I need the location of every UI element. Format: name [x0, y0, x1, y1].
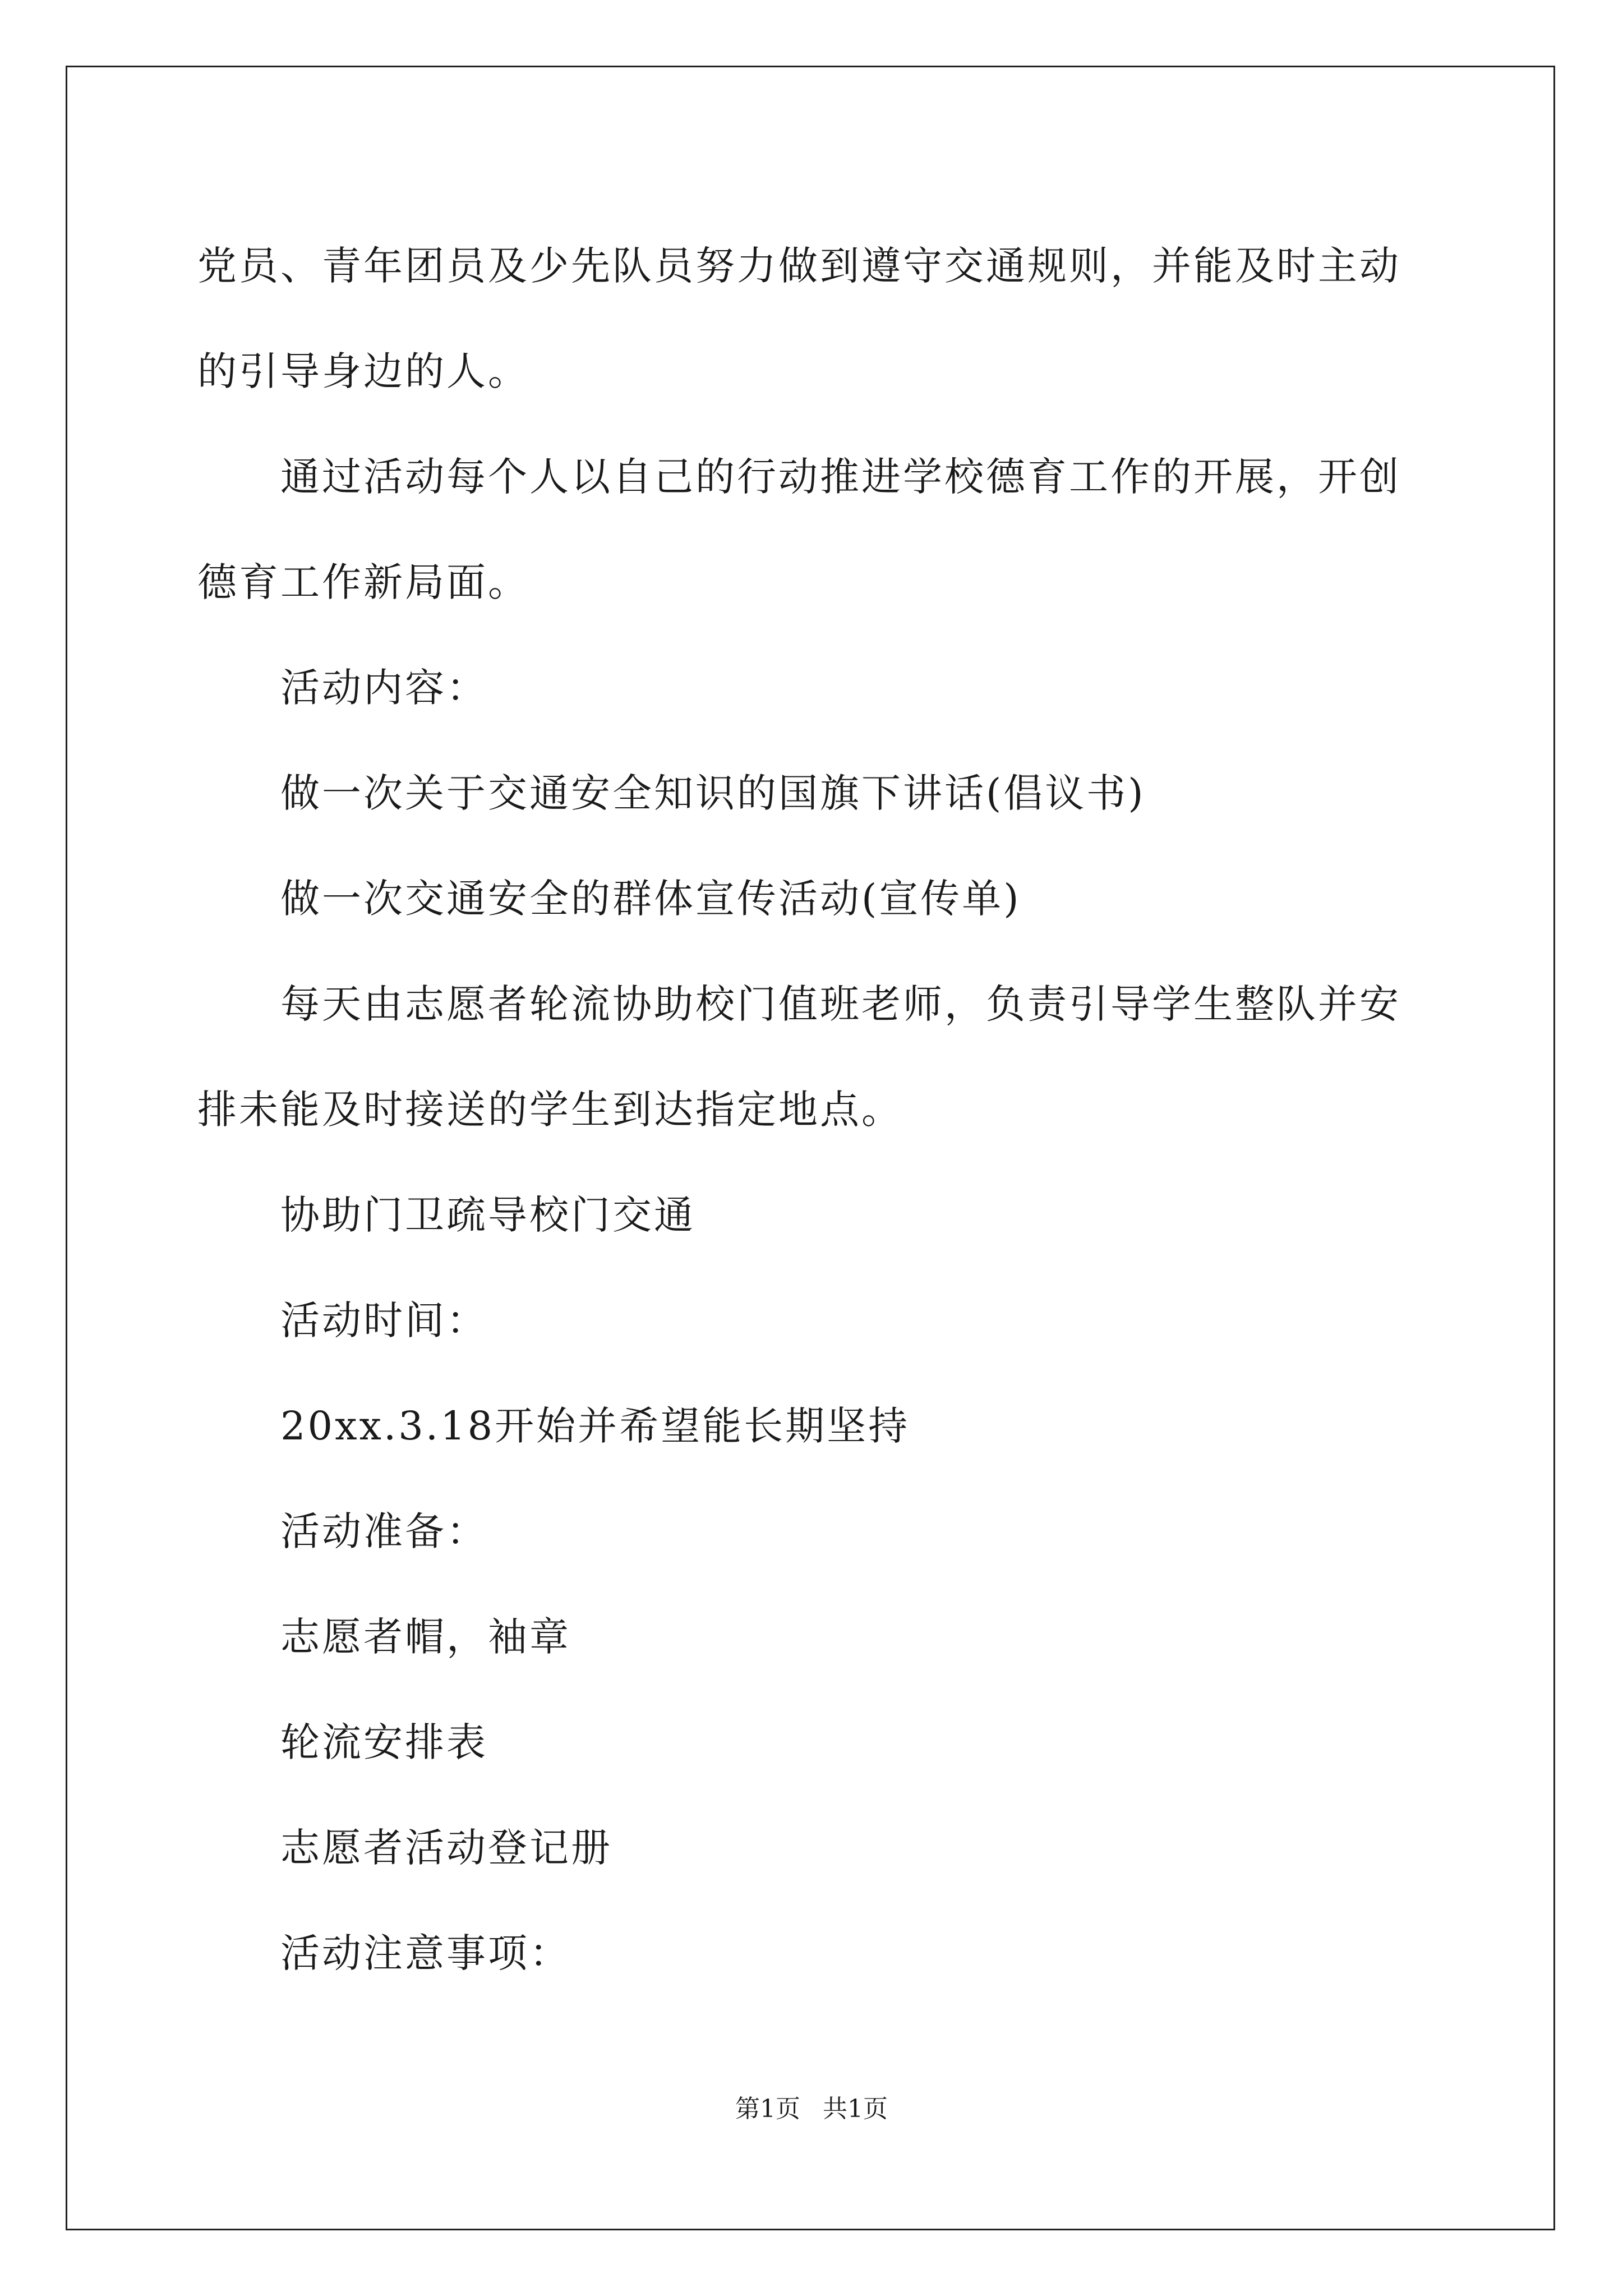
paragraph-1: 党员、青年团员及少先队员努力做到遵守交通规则，并能及时主动的引导身边的人。 — [197, 243, 1401, 394]
section-heading-time: 活动时间： — [280, 1297, 488, 1343]
section-heading-content: 活动内容： — [280, 665, 488, 711]
paragraph-hats: 志愿者帽，袖章 — [280, 1614, 571, 1660]
paragraph-speech: 做一次关于交通安全知识的国旗下讲话(倡议书) — [280, 770, 1146, 816]
document-body — [197, 213, 1431, 2006]
paragraph-register: 志愿者活动登记册 — [280, 1825, 612, 1871]
page-footer — [0, 2092, 1623, 2126]
page-total: 共1页 — [823, 2095, 888, 2123]
paragraph-traffic-assist: 协助门卫疏导校门交通 — [280, 1192, 695, 1238]
section-heading-notes: 活动注意事项： — [280, 1930, 571, 1976]
section-heading-preparation: 活动准备： — [280, 1508, 488, 1554]
paragraph-2: 通过活动每个人以自己的行动推进学校德育工作的开展，开创德育工作新局面。 — [197, 454, 1401, 605]
page-number: 第1页 — [735, 2095, 800, 2123]
paragraph-volunteers: 每天由志愿者轮流协助校门值班老师，负责引导学生整队并安排未能及时接送的学生到达指定地点。 — [197, 981, 1401, 1133]
paragraph-date: 20xx.3.18开始并希望能长期坚持 — [280, 1403, 910, 1449]
paragraph-schedule: 轮流安排表 — [280, 1719, 488, 1765]
paragraph-promotion: 做一次交通安全的群体宣传活动(宣传单) — [280, 876, 1021, 922]
